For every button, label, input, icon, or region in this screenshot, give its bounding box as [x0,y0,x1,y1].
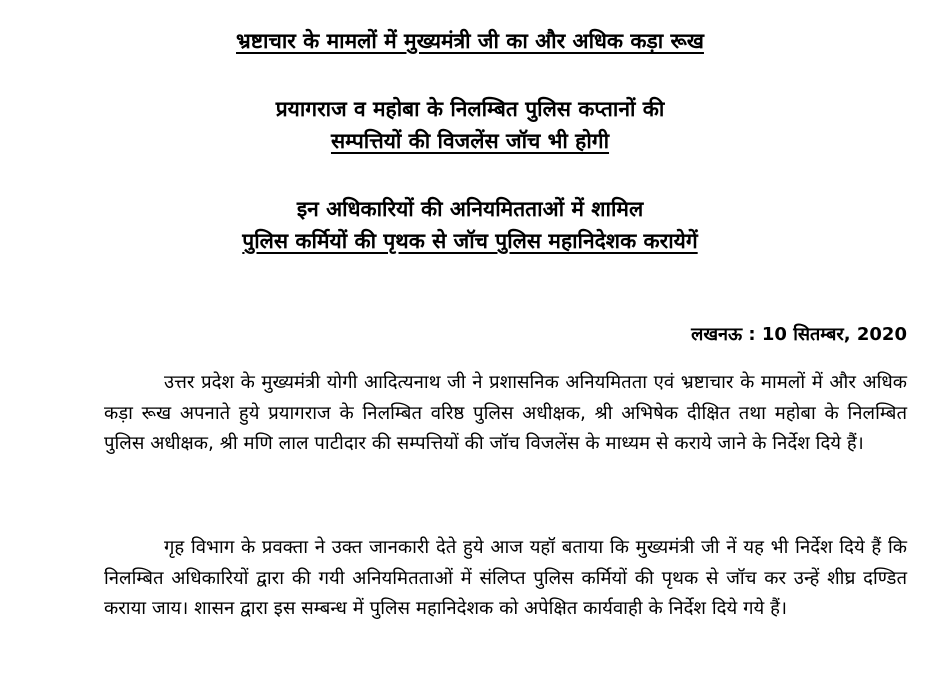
subheading-1-line-1 [0,94,940,124]
body-paragraph-2: गृह विभाग के प्रवक्ता ने उक्त जानकारी देते हुये आज यहॉ बताया कि मुख्यमंत्री जी नें यह भी निर्देश दिये हैं कि निलम्बित अधिकारियों द्वारा की गयी अनियमितताओं में संलिप्त पुलिस कर्मियों की पृथक से जॉच कर उन्हें शीघ्र दण्डित कराया जाय। शासन द्वारा इस सम्बन्ध में पुलिस महानिदेशक को अपेक्षित कार्यवाही के निर्देश दिये गये हैं। [104,537,907,619]
subheading-2-line-2-text: पुलिस कर्मियों की पृथक से जॉच पुलिस महानिदेशक करायेगें [242,229,698,253]
subheading-1-line-2 [0,126,940,156]
subheading-2-line-1-text: इन अधिकारियों की अनियमितताओं में शामिल [296,197,644,221]
headline-main-text: भ्रष्टाचार के मामलों में मुख्यमंत्री जी का और अधिक कड़ा रूख [236,29,704,53]
subheading-2-line-2 [0,226,940,256]
subheading-2-line-1 [0,194,940,224]
subheading-1-line-1-text: प्रयागराज व महोबा के निलम्बित पुलिस कप्तानों की [275,97,665,121]
body-paragraph-1: उत्तर प्रदेश के मुख्यमंत्री योगी आदित्यनाथ जी ने प्रशासनिक अनियमितता एवं भ्रष्टाचार के मामलों में और अधिक कड़ा रूख अपनाते हुये प्रयागराज के निलम्बित वरिष्ठ पुलिस अधीक्षक, श्री अभिषेक दीक्षित तथा महोबा के निलम्बित पुलिस अधीक्षक, श्री मणि लाल पाटीदार की सम्पत्तियों की जॉच विजलेंस के माध्यम से कराये जाने के निर्देश दिये हैं। [104,372,907,454]
headline-main [0,26,940,56]
subheading-1-line-2-text: सम्पत्तियों की विजलेंस जॉच भी होगी [330,129,610,153]
dateline: लखनऊ : 10 सितम्बर, 2020 [691,324,907,345]
